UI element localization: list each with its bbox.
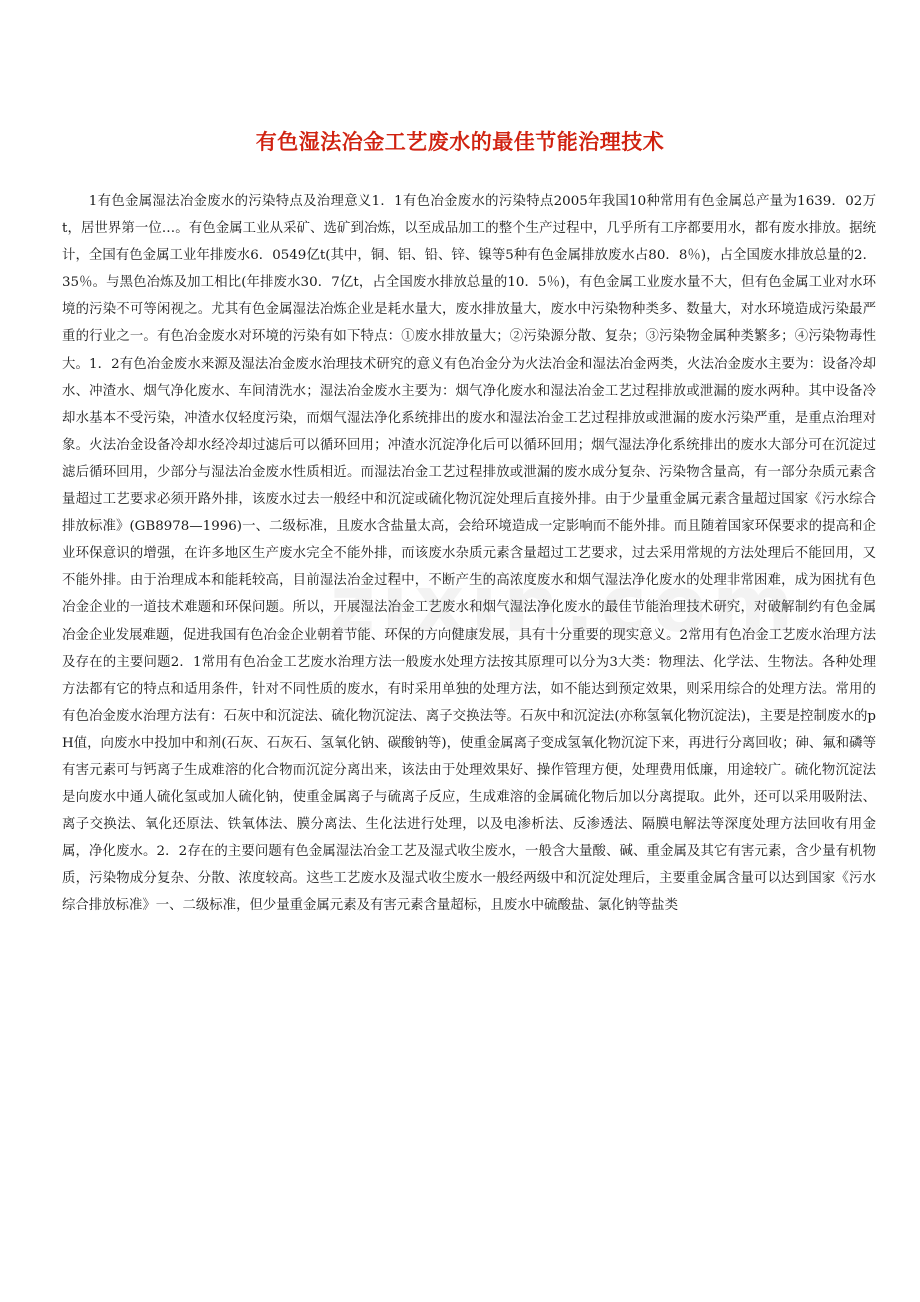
document-body-paragraph: 1有色金属湿法冶金废水的污染特点及治理意义1．1有色冶金废水的污染特点2005年我国10种常用有色金属总产量为1639．02万t，居世界第一位…。有色金属工业从采矿、选矿到冶炼，以至成品加工的整个生产过程中，几乎所有工序都要用水，都有废水排放。据统计，全国有色金属工业年排废水6．0549亿t(其中，铜、铝、铅、锌、镍等5种有色金属排放废水占80．8％)，占全国废水排放总量的2．35％。与黑色冶炼及加工相比(年排废水30．7亿t，占全国废水排放总量的10．5％)，有色金属工业废水量不大，但有色金属工业对水环境的污染不可等闲视之。尤其有色金属湿法冶炼企业是耗水量大，废水排放量大，废水中污染物种类多、数量大，对水环境造成污染最严重的行业之一。有色冶金废水对环境的污染有如下特点：①废水排放量大；②污染源分散、复杂；③污染物金属种类繁多；④污染物毒性大。1．2有色冶金废水来源及湿法冶金废水治理技术研究的意义有色冶金分为火法冶金和湿法冶金两类，火法冶金废水主要为：设备冷却水、冲渣水、烟气净化废水、车间清洗水；湿法冶金废水主要为：烟气净化废水和湿法冶金工艺过程排放或泄漏的废水两种。其中设备冷却水基本不受污染，冲渣水仅轻度污染，而烟气湿法净化系统排出的废水和湿法冶金工艺过程排放或泄漏的废水污染严重，是重点治理对象。火法冶金设备冷却水经冷却过滤后可以循环回用；冲渣水沉淀净化后可以循环回用；烟气湿法净化系统排出的废水大部分可在沉淀过滤后循环回用，少部分与湿法冶金废水性质相近。而湿法冶金工艺过程排放或泄漏的废水成分复杂、污染物含量高，有一部分杂质元素含量超过工艺要求必须开路外排，该废水过去一般经中和沉淀或硫化物沉淀处理后直接外排。由于少量重金属元素含量超过国家《污水综合排放标准》(GB8978—1996)一、二级标准，且废水含盐量太高，会给环境造成一定影响而不能外排。而且随着国家环保要求的提高和企业环保意识的增强，在许多地区生产废水完全不能外排，而该废水杂质元素含量超过工艺要求，过去采用常规的方法处理后不能回用，又不能外排。由于治理成本和能耗较高，目前湿法冶金过程中，不断产生的高浓度废水和烟气湿法净化废水的处理非常困难，成为困扰有色冶金企业的一道技术难题和环保问题。所以，开展湿法冶金工艺废水和烟气湿法净化废水的最佳节能治理技术研究，对破解制约有色金属冶金企业发展难题，促进我国有色冶金企业朝着节能、环保的方向健康发展，具有十分重要的现实意义。2常用有色冶金工艺废水治理方法及存在的主要问题2．1常用有色冶金工艺废水治理方法一般废水处理方法按其原理可以分为3大类：物理法、化学法、生物法。各种处理方法都有它的特点和适用条件，针对不同性质的废水，有时采用单独的处理方法，如不能达到预定效果，则采用综合的处理方法。常用的有色冶金废水治理方法有：石灰中和沉淀法、硫化物沉淀法、离子交换法等。石灰中和沉淀法(亦称氢氧化物沉淀法)，主要是控制废水的pH值，向废水中投加中和剂(石灰、石灰石、氢氧化钠、碳酸钠等)，使重金属离子变成氢氧化物沉淀下来，再进行分离回收；砷、氟和磷等有害元素可与钙离子生成难溶的化合物而沉淀分离出来，该法由于处理效果好、操作管理方便，处理费用低廉，用途较广。硫化物沉淀法是向废水中通人硫化氢或加人硫化钠，使重金属离子与硫离子反应，生成难溶的金属硫化物后加以分离提取。此外，还可以采用吸附法、离子交换法、氧化还原法、铁氧体法、膜分离法、生化法进行处理，以及电渗析法、反渗透法、隔膜电解法等深度处理方法回收有用金属，净化废水。2．2存在的主要问题有色金属湿法冶金工艺及湿式收尘废水，一般含大量酸、碱、重金属及其它有害元素，含少量有机物质，污染物成分复杂、分散、浓度较高。这些工艺废水及湿式收尘废水一般经两级中和沉淀处理后，主要重金属含量可以达到国家《污水综合排放标准》一、二级标准，但少量重金属元素及有害元素含量超标，且废水中硫酸盐、氯化钠等盐类 [62,194,876,914]
document-title: 有色湿法冶金工艺废水的最佳节能治理技术 [255,129,665,154]
